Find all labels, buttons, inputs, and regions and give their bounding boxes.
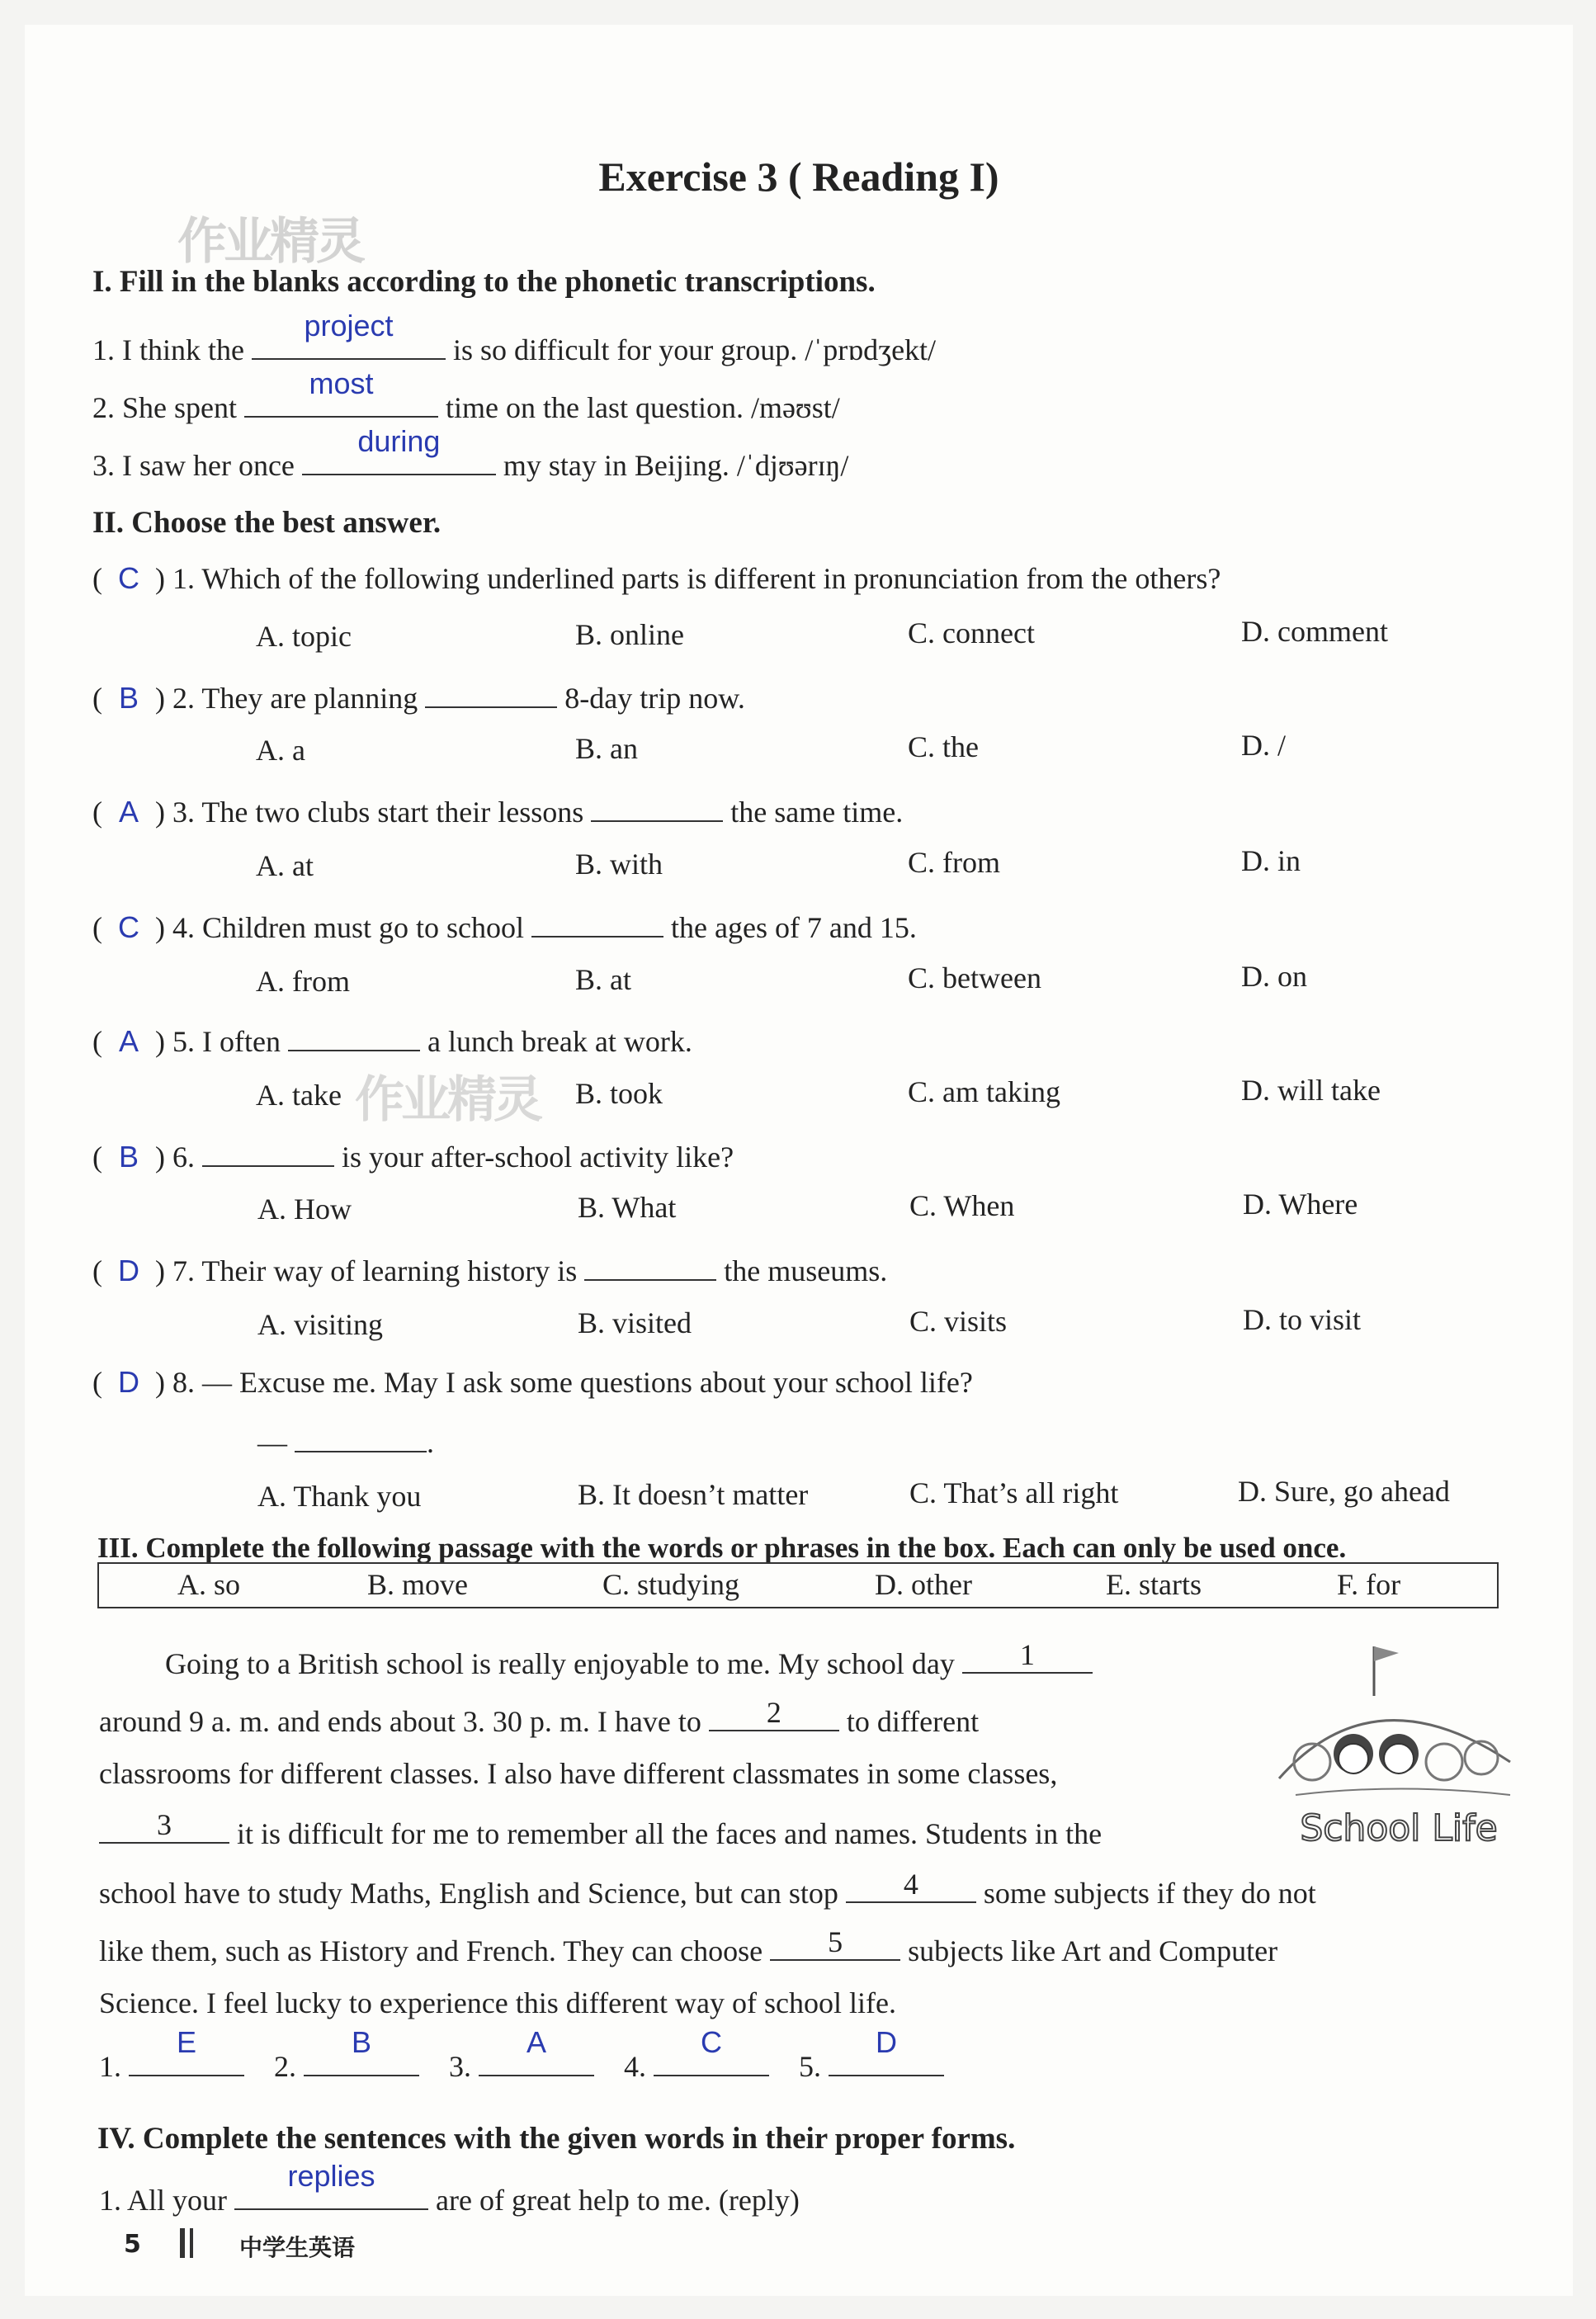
q2-option-b: B. an — [575, 732, 638, 765]
q4-option-a: A. from — [256, 965, 350, 998]
mc-question-5: ( A ) 5. I often a lunch break at work. — [92, 1020, 692, 1059]
mc-answer-5: A — [118, 1024, 139, 1058]
s4-item-1: 1. All your replies are of great help to me. (reply) — [99, 2159, 800, 2217]
box-word-b: B. move — [367, 1568, 468, 1601]
q5-option-c: C. am taking — [908, 1075, 1060, 1108]
q2-option-a: A. a — [256, 734, 305, 767]
child-2-face — [1339, 1744, 1368, 1773]
q1-option-b: B. online — [575, 618, 684, 651]
q7-option-a: A. visiting — [257, 1308, 384, 1341]
passage-line-1: Going to a British school is really enjoyable to me. My school day 1 — [165, 1642, 1093, 1681]
q4-option-c: C. between — [908, 961, 1041, 994]
s1-item-2: 2. She spent most time on the last question. /məʊst/ — [92, 366, 840, 424]
q7-option-b: B. visited — [578, 1306, 692, 1339]
mc-answer-8: D — [118, 1365, 139, 1399]
mc-question-4: ( C ) 4. Children must go to school the ages of 7 and 15. — [92, 906, 917, 945]
s1-item-3: 3. I saw her once during my stay in Beijing. /ˈdjʊərɪŋ/ — [92, 424, 849, 482]
mc-answer-6: B — [118, 1140, 139, 1174]
q6-option-c: C. When — [909, 1189, 1015, 1222]
passage-line-2: around 9 a. m. and ends about 3. 30 p. m. I have to 2 to different — [99, 1696, 980, 1738]
mc-question-7: ( D ) 7. Their way of learning history is the museums. — [92, 1249, 887, 1288]
q2-option-c: C. the — [908, 730, 979, 763]
q8-option-c: C. That’s all right — [909, 1476, 1119, 1509]
q7-option-c: C. visits — [909, 1305, 1008, 1338]
q1-option-a: A. topic — [256, 620, 352, 653]
page-number: 5 — [124, 2230, 141, 2259]
q3-option-b: B. with — [575, 848, 663, 881]
mc-question-1: ( C ) 1. Which of the following underlined parts is different in pronunciation from the others? — [92, 561, 1221, 595]
footer-bar-2 — [190, 2228, 193, 2258]
book-title: 中学生英语 — [239, 2234, 356, 2261]
section2-heading: II. Choose the best answer. — [92, 506, 441, 540]
watermark: 作业精灵 — [177, 213, 362, 271]
s1-answer-1: project — [304, 309, 394, 342]
q3-option-d: D. in — [1241, 844, 1301, 877]
passage-line-4: 3 it is difficult for me to remember all the faces and names. Students in the — [99, 1812, 1102, 1851]
q8-option-b: B. It doesn’t matter — [578, 1478, 809, 1511]
q1-option-d: D. comment — [1241, 615, 1388, 648]
child-3-face — [1384, 1744, 1414, 1773]
s3-answer-3: A — [526, 2025, 546, 2059]
section4-heading: IV. Complete the sentences with the given words in their proper forms. — [97, 2122, 1016, 2156]
mc-question-6: ( B ) 6. is your after-school activity like? — [92, 1136, 734, 1174]
q2-option-d: D. / — [1241, 729, 1286, 762]
flag — [1374, 1646, 1399, 1661]
s4-answer-1: replies — [287, 2159, 375, 2193]
mc-question-2: ( B ) 2. They are planning 8-day trip now. — [92, 677, 745, 716]
child-4 — [1426, 1744, 1462, 1780]
q6-option-a: A. How — [257, 1193, 352, 1226]
s3-answer-4: C — [701, 2025, 722, 2059]
child-5 — [1465, 1741, 1498, 1774]
s1-item-1: 1. I think the project is so difficult for your group. /ˈprɒdʒekt/ — [92, 309, 937, 366]
s1-blank-2 — [244, 366, 438, 418]
q6-option-d: D. Where — [1243, 1188, 1358, 1221]
q8-option-a: A. Thank you — [257, 1480, 422, 1513]
s1-answer-2: most — [309, 366, 374, 400]
box-word-a: A. so — [177, 1568, 241, 1601]
mc-answer-3: A — [118, 795, 139, 829]
illustration-caption: School Life — [1300, 1807, 1498, 1849]
mc-answer-7: D — [118, 1254, 139, 1287]
passage-line-7: Science. I feel lucky to experience this different way of school life. — [99, 1986, 896, 2019]
q3-option-c: C. from — [908, 846, 1000, 879]
mc-question-8: ( D ) 8. — Excuse me. May I ask some questions about your school life? — [92, 1365, 973, 1399]
mc-answer-2: B — [118, 681, 139, 715]
watermark-2: 作业精灵 — [355, 1071, 540, 1129]
word-box — [97, 1562, 1499, 1608]
box-word-c: C. studying — [602, 1568, 740, 1601]
q4-option-d: D. on — [1241, 960, 1307, 993]
s3-answer-5: D — [876, 2025, 897, 2059]
passage-line-6: like them, such as History and French. They can choose 5 subjects like Art and Computer — [99, 1925, 1278, 1967]
q5-option-b: B. took — [575, 1077, 663, 1110]
worksheet-page — [25, 25, 1573, 2296]
ground-line — [1296, 1789, 1510, 1796]
q3-option-a: A. at — [256, 849, 314, 882]
school-life-illustration — [1263, 1638, 1535, 1886]
q6-option-b: B. What — [578, 1191, 677, 1224]
box-word-d: D. other — [875, 1568, 972, 1601]
box-word-e: E. starts — [1106, 1568, 1202, 1601]
section3-heading: III. Complete the following passage with the words or phrases in the box. Each can only be used once. — [97, 1532, 1347, 1564]
box-word-f: F. for — [1337, 1568, 1401, 1601]
mc-answer-4: C — [118, 910, 139, 944]
s1-answer-3: during — [357, 424, 441, 458]
mc-question-3: ( A ) 3. The two clubs start their lessons the same time. — [92, 791, 903, 829]
s1-blank-3 — [302, 424, 496, 475]
passage-line-3: classrooms for different classes. I also have different classmates in some classes, — [99, 1757, 1058, 1790]
q8-option-d: D. Sure, go ahead — [1238, 1475, 1450, 1508]
q1-option-c: C. connect — [908, 616, 1035, 649]
q5-option-d: D. will take — [1241, 1074, 1381, 1107]
s1-blank-1 — [252, 309, 446, 360]
q5-option-a: A. take — [256, 1079, 342, 1112]
passage-line-5: school have to study Maths, English and Science, but can stop 4 some subjects if they do not — [99, 1868, 1316, 1910]
s3-answer-row: 1. E 2. B 3. A 4. C 5. D — [99, 2045, 944, 2084]
mc-answer-1: C — [118, 561, 139, 595]
q4-option-b: B. at — [575, 963, 631, 996]
s3-answer-2: B — [351, 2025, 371, 2059]
footer-bar-1 — [180, 2228, 185, 2258]
s3-answer-1: E — [176, 2025, 196, 2059]
page-title: Exercise 3 ( Reading I) — [598, 153, 999, 200]
q7-option-d: D. to visit — [1243, 1303, 1362, 1336]
section1-heading: I. Fill in the blanks according to the phonetic transcriptions. — [92, 265, 876, 299]
q8-reply-line: — . — [257, 1421, 434, 1460]
